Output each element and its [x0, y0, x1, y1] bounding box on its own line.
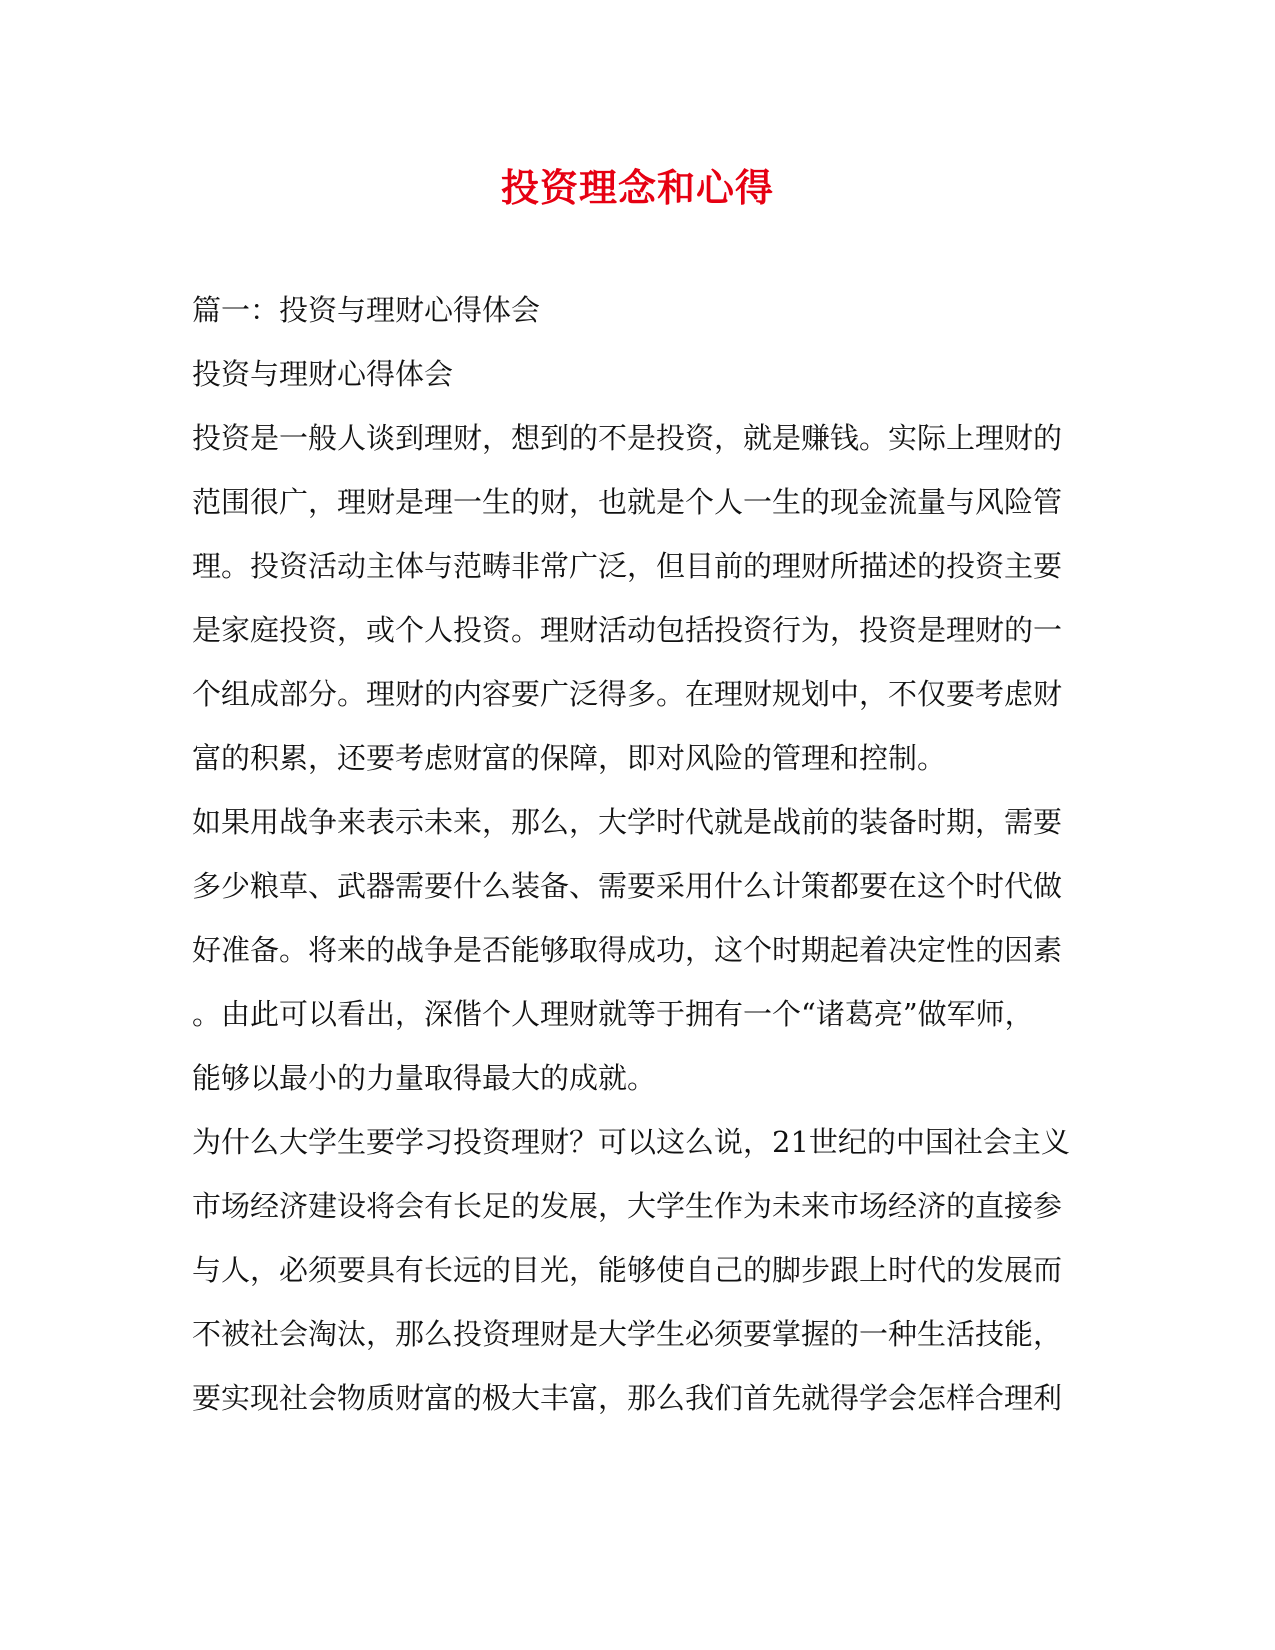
text-line: 理。投资活动主体与范畴非常广泛，但目前的理财所描述的投资主要: [192, 549, 1063, 583]
text-line: 范围很广，理财是理一生的财，也就是个人一生的现金流量与风险管: [192, 485, 1063, 519]
text-line: 要实现社会物质财富的极大丰富，那么我们首先就得学会怎样合理利: [192, 1381, 1063, 1415]
document-title: 投资理念和心得: [500, 165, 774, 210]
text-line: 能够以最小的力量取得最大的成就。: [192, 1061, 657, 1095]
text-line: 好准备。将来的战争是否能够取得成功，这个时期起着决定性的因素: [192, 933, 1063, 967]
text-line: 如果用战争来表示未来，那么，大学时代就是战前的装备时期，需要: [192, 805, 1063, 839]
text-line: 为什么大学生要学习投资理财？可以这么说，21世纪的中国社会主义: [192, 1125, 1070, 1159]
document-body: [192, 278, 1072, 1430]
text-line: 与人，必须要具有长远的目光，能够使自己的脚步跟上时代的发展而: [192, 1253, 1063, 1287]
text-line: 市场经济建设将会有长足的发展，大学生作为未来市场经济的直接参: [192, 1189, 1063, 1223]
text-line: 是家庭投资，或个人投资。理财活动包括投资行为，投资是理财的一: [192, 613, 1063, 647]
text-line: 个组成部分。理财的内容要广泛得多。在理财规划中，不仅要考虑财: [192, 677, 1063, 711]
subheading: 投资与理财心得体会: [192, 357, 454, 391]
text-line: 不被社会淘汰，那么投资理财是大学生必须要掌握的一种生活技能，: [192, 1317, 1063, 1351]
text-line: 富的积累，还要考虑财富的保障，即对风险的管理和控制。: [192, 741, 947, 775]
text-line: 多少粮草、武器需要什么装备、需要采用什么计策都要在这个时代做: [192, 869, 1063, 903]
text-line: 。由此可以看出，深偕个人理财就等于拥有一个“诸葛亮”做军师，: [192, 997, 1034, 1031]
section-heading: 篇一：投资与理财心得体会: [192, 293, 541, 327]
text-line: 投资是一般人谈到理财，想到的不是投资，就是赚钱。实际上理财的: [192, 421, 1063, 455]
